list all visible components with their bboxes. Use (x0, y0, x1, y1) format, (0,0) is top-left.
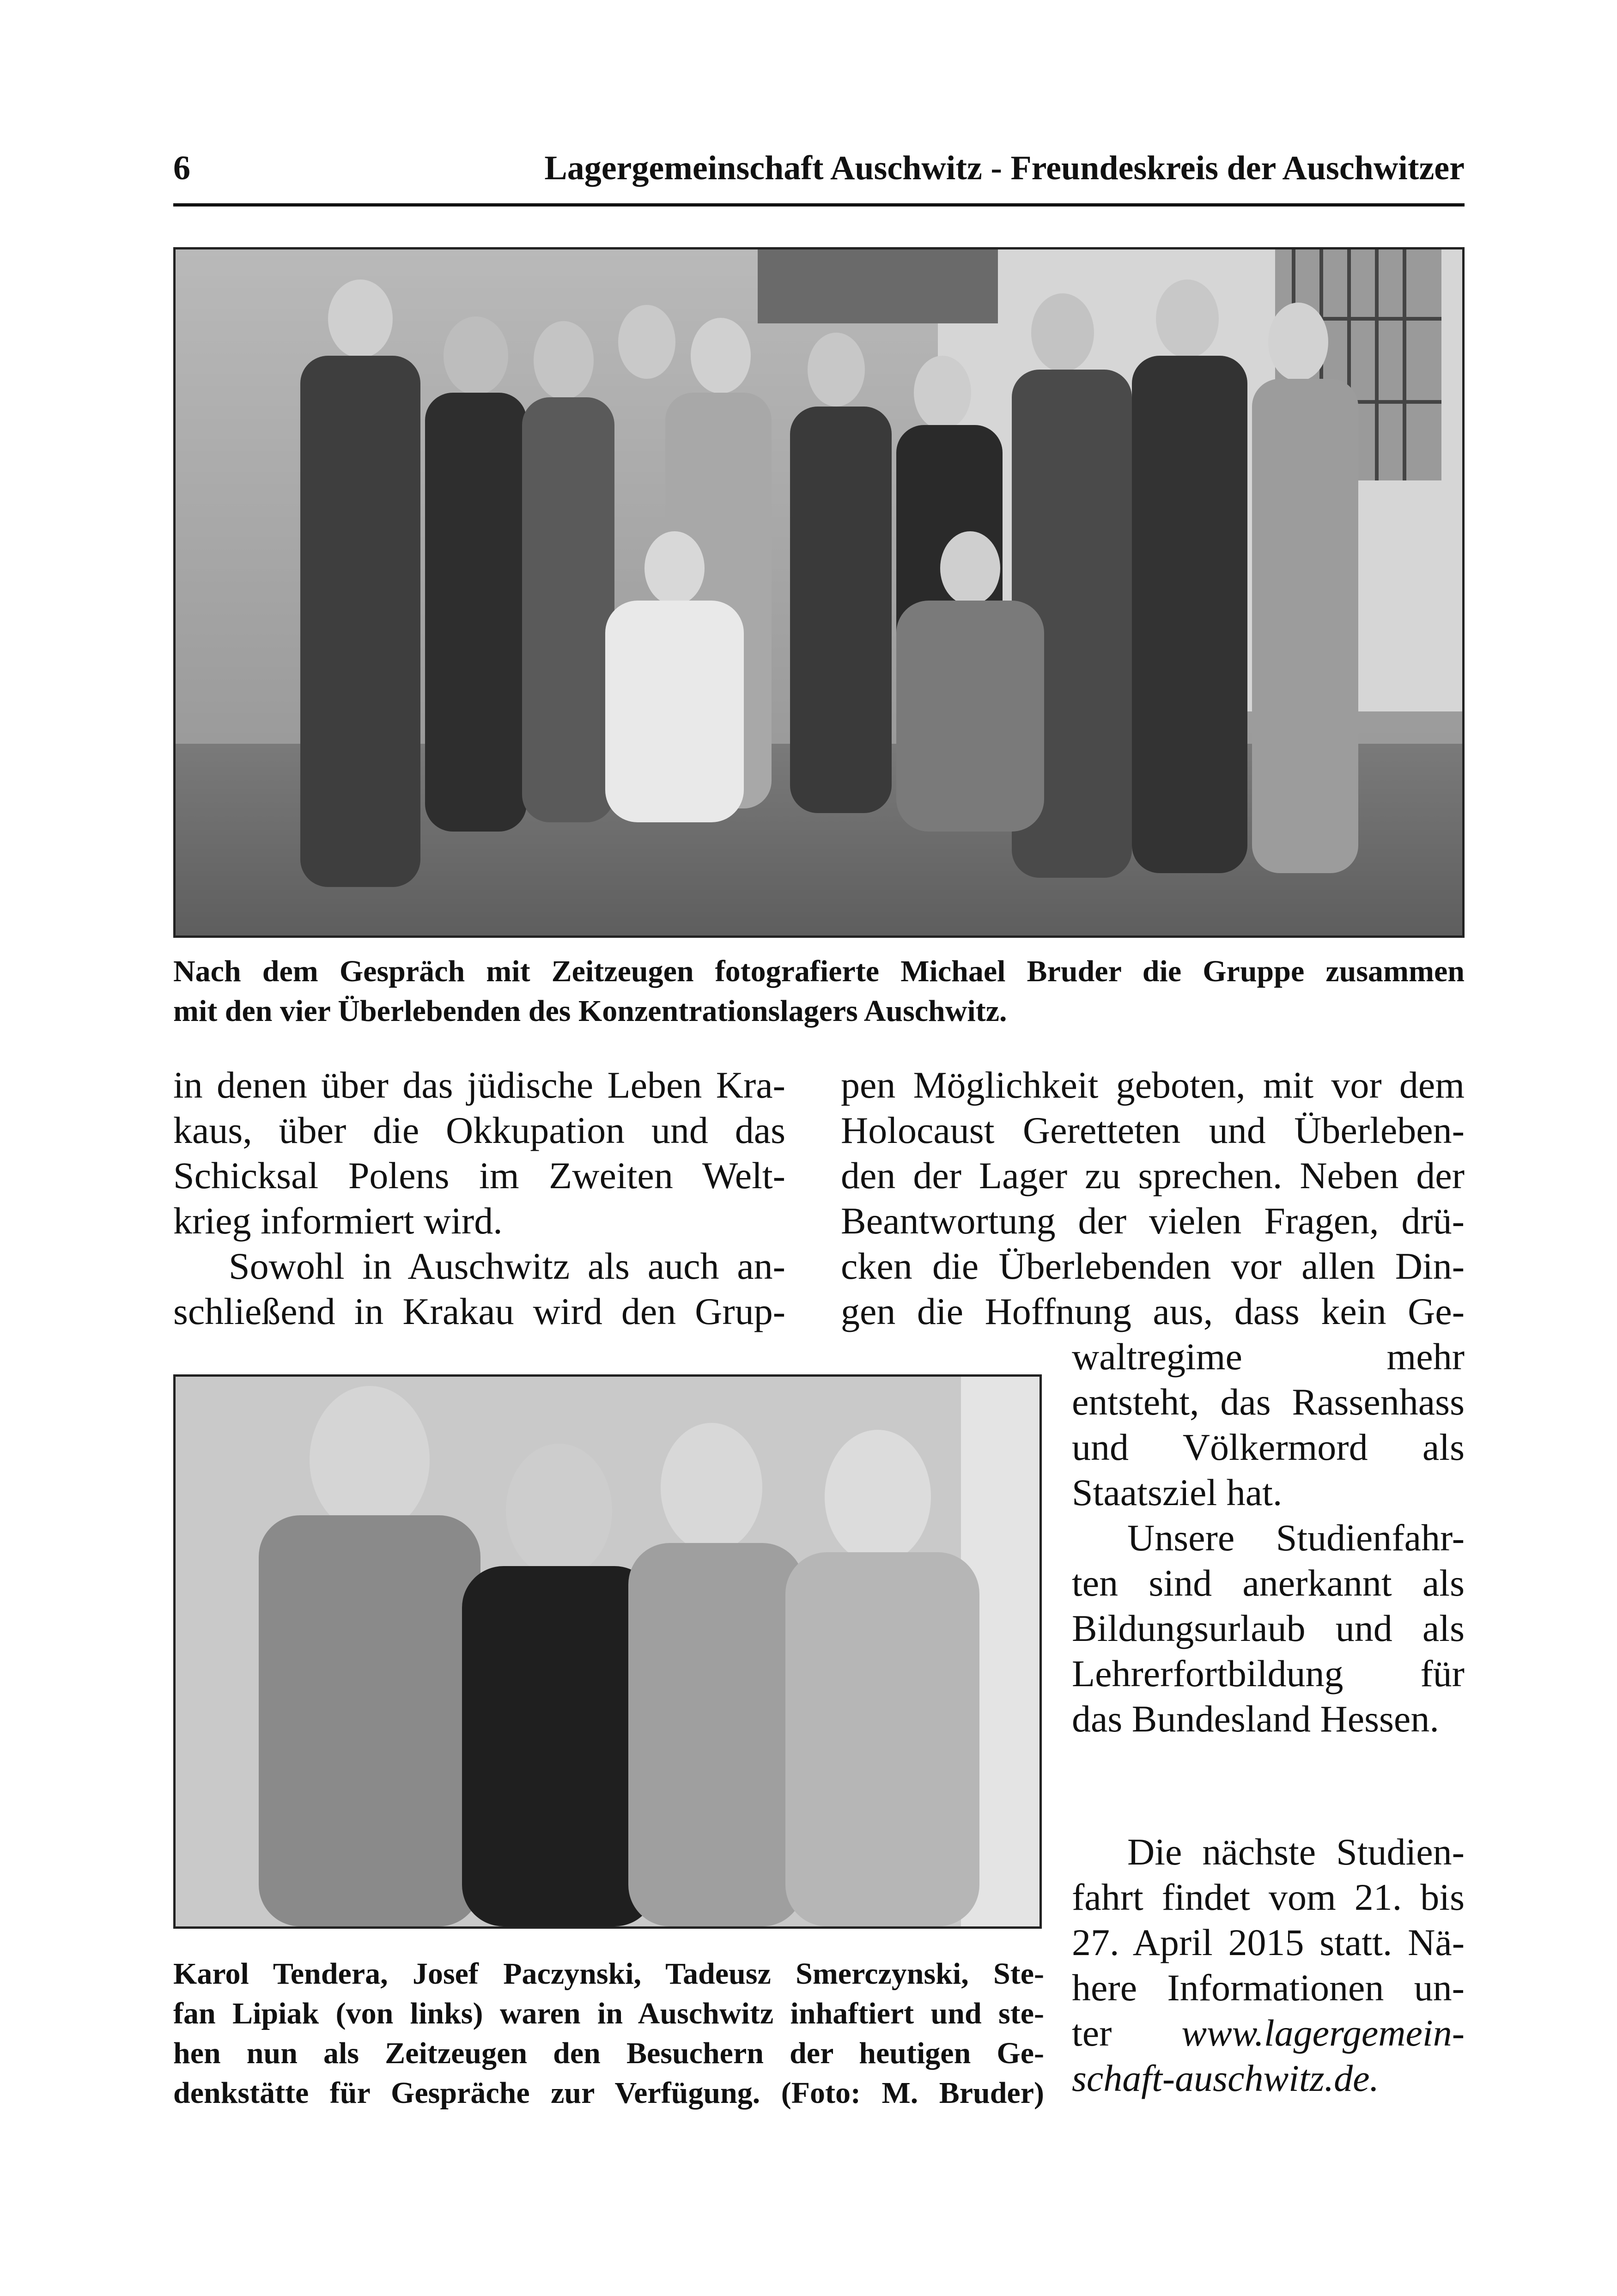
text-line: in denen über das jüdische Leben Kra- (173, 1064, 785, 1106)
text-line: waltregime mehr (1072, 1336, 1465, 1378)
caption-line: denkstätte für Gespräche zur Verfügung. (Foto: M. Bruder) (173, 2076, 1044, 2110)
text-line: Lehrerfortbildung für (1072, 1652, 1465, 1695)
caption-line: hen nun als Zeitzeugen den Besuchern der heutigen Ge- (173, 2036, 1044, 2070)
caption-line: mit den vier Überlebenden des Konzentrationslagers Auschwitz. (173, 994, 1007, 1028)
website-link[interactable]: www.lagergemein- (1181, 2012, 1465, 2054)
text-line: ter (1072, 2012, 1112, 2054)
text-line: krieg informiert wird. (173, 1200, 503, 1242)
caption-line: Nach dem Gespräch mit Zeitzeugen fotografierte Michael Bruder die Gruppe zusammen (173, 954, 1465, 988)
text-line: Staatsziel hat. (1072, 1471, 1283, 1513)
bottom-photo-caption (173, 1954, 1044, 2113)
text-line: Schicksal Polens im Zweiten Welt- (173, 1154, 785, 1197)
text-line: gen die Hoffnung aus, dass kein Ge- (841, 1290, 1465, 1332)
text-line: schließend in Krakau wird den Grup- (173, 1290, 785, 1332)
header-rule (173, 203, 1465, 207)
text-line: Sowohl in Auschwitz als auch an- (229, 1245, 785, 1287)
text-line: entsteht, das Rassenhass (1072, 1381, 1465, 1423)
group-photo (173, 247, 1465, 938)
caption-line: Karol Tendera, Josef Paczynski, Tadeusz Smerczynski, Ste- (173, 1957, 1044, 1991)
text-line: ten sind anerkannt als (1072, 1562, 1465, 1604)
article-left-column (173, 1063, 785, 1334)
text-line: cken die Überlebenden vor allen Din- (841, 1245, 1465, 1287)
caption-line: fan Lipiak (von links) waren in Auschwitz inhaftiert und ste- (173, 1997, 1044, 2030)
page-header (173, 149, 1465, 193)
text-line: kaus, über die Okkupation und das (173, 1109, 785, 1151)
website-link-continued[interactable]: schaft-auschwitz.de. (1072, 2057, 1380, 2099)
article-right-column (841, 1063, 1465, 1334)
text-line: den der Lager zu sprechen. Neben der (841, 1154, 1465, 1197)
page-number: 6 (173, 149, 190, 187)
text-line: Unsere Studienfahr- (1127, 1517, 1465, 1559)
text-line: Holocaust Geretteten und Überleben- (841, 1109, 1465, 1151)
text-line: und Völkermord als (1072, 1426, 1465, 1468)
announcement (1072, 1829, 1465, 2101)
running-title: Lagergemeinschaft Auschwitz - Freundeskreis der Auschwitzer (544, 149, 1465, 187)
text-line: Bildungsurlaub und als (1072, 1607, 1465, 1649)
text-line: Die nächste Studien- (1127, 1831, 1465, 1873)
top-photo-caption (173, 952, 1465, 1031)
text-line: das Bundesland Hessen. (1072, 1698, 1439, 1740)
survivors-photo (173, 1374, 1042, 1929)
text-line: Beantwortung der vielen Fragen, drü- (841, 1200, 1465, 1242)
article-side-column (1072, 1334, 1465, 1742)
text-line: pen Möglichkeit geboten, mit vor dem (841, 1064, 1465, 1106)
text-line: here Informationen un- (1072, 1967, 1465, 2009)
text-line: 27. April 2015 statt. Nä- (1072, 1921, 1465, 1963)
text-line: fahrt findet vom 21. bis (1072, 1876, 1465, 1918)
